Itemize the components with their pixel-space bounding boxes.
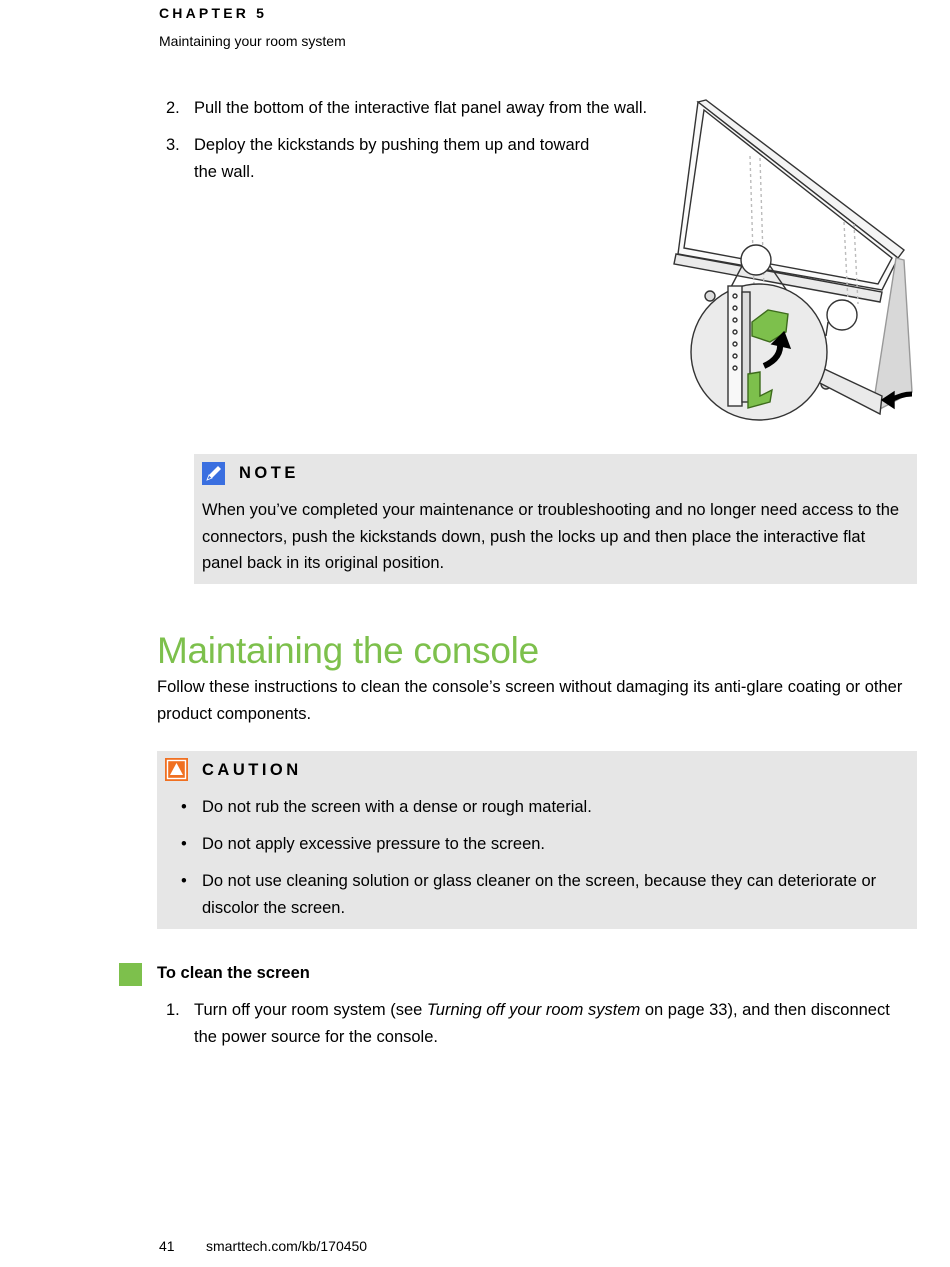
step-number: 3. [166,136,180,154]
step-1 [166,997,918,1053]
step-text-after: on page 33), and then disconnect the power source for the console. [194,1001,890,1046]
bullet-dot: • [181,798,187,816]
caution-bullet [157,794,902,821]
footer-url[interactable]: smarttech.com/kb/170450 [206,1238,368,1254]
chapter-label: CHAPTER 5 [159,5,268,21]
caution-bullet [157,868,902,922]
step-3 [166,132,626,188]
bullet-dot: • [181,835,187,853]
step-text: Pull the bottom of the interactive flat panel away from the wall. [194,99,648,117]
kickstand-illustration [668,96,920,426]
pencil-icon [202,462,225,485]
warning-triangle-icon [165,758,188,781]
step-2 [166,95,686,123]
procedure-title: To clean the screen [157,964,310,982]
bullet-text: Do not rub the screen with a dense or rough material. [202,798,592,816]
page-number: 41 [159,1238,175,1254]
section-intro: Follow these instructions to clean the console’s screen without damaging its anti-glare coating or other product components. [157,678,903,723]
caution-heading: CAUTION [202,761,302,779]
procedure-marker [119,963,142,986]
step-text: Deploy the kickstands by pushing them up and toward the wall. [194,136,590,181]
step-number: 2. [166,99,180,117]
chapter-subtitle: Maintaining your room system [159,33,346,49]
step-number: 1. [166,1001,180,1019]
note-body: When you’ve completed your maintenance or troubleshooting and no longer need access to the connectors, push the kickstands down, push the locks up and then place the interactive flat panel back in its original position. [202,501,900,572]
bullet-dot: • [181,872,187,890]
section-title: Maintaining the console [157,630,539,671]
step-text [194,997,914,1050]
step-text-before: Turn off your room system (see [194,1001,427,1019]
caution-box [157,751,917,929]
bullet-text: Do not use cleaning solution or glass cleaner on the screen, because they can deteriorate or discolor the screen. [202,872,877,917]
note-box [194,454,917,584]
bullet-text: Do not apply excessive pressure to the screen. [202,835,546,853]
cross-reference-link[interactable]: Turning off your room system [426,1001,641,1019]
caution-bullet [157,831,902,858]
note-heading: NOTE [239,464,299,482]
